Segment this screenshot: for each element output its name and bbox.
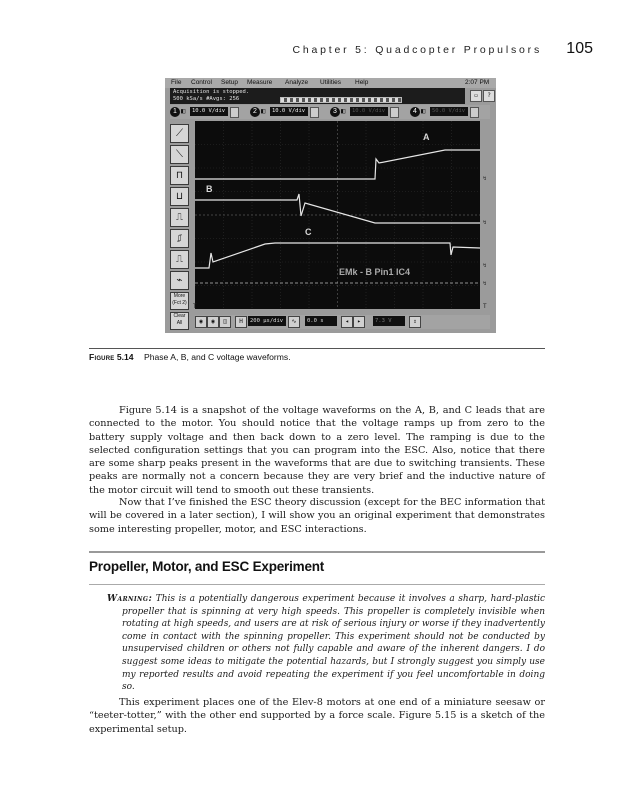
channel-2-badge: 2: [250, 107, 260, 117]
toggle-icon[interactable]: ◧: [181, 107, 186, 115]
trigger-level-value[interactable]: 7.3 V: [373, 316, 405, 326]
clear-all-button[interactable]: Clear All: [170, 312, 189, 330]
section-title: Propeller, Motor, and ESC Experiment: [89, 559, 325, 574]
section-top-rule: [89, 551, 545, 553]
level-spinner-icon[interactable]: ⇕: [409, 316, 421, 328]
paragraph-2: Now that I’ve finished the ESC theory discussion (except for the BEC information that will be covered in a later section), I will show you an original experiment that demonstrates some interesting propeller, motor, and ESC interactions.: [89, 497, 545, 535]
channel-2-spinner-icon[interactable]: [310, 107, 319, 118]
edge-trigger-icon[interactable]: ⟋: [170, 124, 189, 143]
pattern-icon[interactable]: ⎍: [170, 208, 189, 227]
paragraph-3: This experiment places one of the Elev-8 motors at one end of a miniature seesaw or “teeter-totter,” with the other end supported by a force scale. Figure 5.15 is a sketch of the experimental setup.: [89, 697, 545, 735]
single-icon[interactable]: ◫: [219, 316, 231, 328]
timebase-row: [195, 315, 490, 329]
chapter-title: Chapter 5: Quadcopter Propulsors: [292, 44, 542, 56]
scope-clock: 2:07 PM: [465, 79, 490, 86]
acquisition-progress: [280, 97, 402, 103]
transition-icon[interactable]: ⎍: [170, 250, 189, 269]
channel-4-scale[interactable]: 50.0 V/div: [430, 107, 468, 116]
menu-setup[interactable]: Setup: [221, 79, 238, 86]
prev-icon[interactable]: ◂: [341, 316, 353, 328]
marker-channel-2: ↯: [483, 220, 487, 226]
menu-control[interactable]: Control: [191, 79, 212, 86]
figure-caption: [89, 352, 545, 362]
trace-label-a: A: [423, 132, 430, 142]
trace-label-c: C: [305, 227, 312, 237]
more-button[interactable]: More (Fct 2): [170, 292, 189, 310]
oscilloscope-screenshot: [165, 78, 496, 333]
channel-4-badge: 4: [410, 107, 420, 117]
channel-1-scale[interactable]: 10.0 V/div: [190, 107, 228, 116]
channel-1-badge: 1: [170, 107, 180, 117]
page-number: 105: [566, 40, 593, 57]
channel-4-spinner-icon[interactable]: [470, 107, 479, 118]
menu-utilities[interactable]: Utilities: [320, 79, 341, 86]
trace-note-label: EMk - B Pin1 IC4: [339, 267, 411, 277]
waveform-svg: [195, 121, 480, 309]
figure-number: 5.14: [116, 352, 134, 362]
caption-rule: [89, 348, 545, 349]
figure-caption-text: Phase A, B, and C voltage waveforms.: [143, 352, 291, 362]
figure-label: Figure: [89, 352, 115, 362]
menu-analyze[interactable]: Analyze: [285, 79, 309, 86]
trigger-slope-icon[interactable]: ∿: [288, 316, 300, 328]
glitch-icon[interactable]: ⊔: [170, 187, 189, 206]
channel-row: [170, 105, 490, 119]
menu-help[interactable]: Help: [355, 79, 369, 86]
graticule-center: [195, 121, 480, 309]
state-icon[interactable]: ⎎: [170, 229, 189, 248]
help-icon[interactable]: ?: [483, 90, 495, 102]
sample-rate-text: 500 kSa/s #Avgs: 256: [173, 96, 240, 102]
paragraph-1: Figure 5.14 is a snapshot of the voltage waveforms on the A, B, and C leads that are connected to the motor. You should notice that the voltage ramps up from zero to the battery supply voltage and then back down to a zero level. The ramping is due to the selected configuration settings that you can program into the ESC. Also, notice that there are some sharp peaks present in the waveforms that are due to switching transients. These peaks are normally not a concern because they are very brief and the inductive nature of the motor circuit will tend to smooth out these transients.: [89, 405, 545, 496]
scope-menu-bar: [165, 78, 496, 88]
channel-3-badge: 3: [330, 107, 340, 117]
delay-value[interactable]: 0.0 s: [305, 316, 337, 326]
toggle-icon[interactable]: ◧: [421, 107, 426, 115]
run-icon[interactable]: ◉: [195, 316, 207, 328]
falling-edge-icon[interactable]: ⟍: [170, 145, 189, 164]
warning-text: This is a potentially dangerous experiment because it involves a sharp, hard-plastic propeller that is spinning at very high speeds. This propeller is completely invisible when rotating at high speeds, and users are at risk of serious injury or worse if they inadvertently come in contact with the spinning propeller. This experiment should not be conducted by unsupervised children or others not fully capable and aware of the inherent dangers. I do suggest some ideas to mitigate the potential hazards, but I strongly suggest you simply use my reported results and avoid repeating the experiment if you feel uncomfortable in doing so.: [122, 594, 545, 693]
channel-1-spinner-icon[interactable]: [230, 107, 239, 118]
marker-channel-1: ↯: [483, 176, 487, 182]
trigger-toolbar: [170, 124, 189, 324]
pulse-width-icon[interactable]: ⊓: [170, 166, 189, 185]
waveform-display: [195, 121, 480, 309]
running-head: [0, 40, 634, 60]
ground-marker: T: [193, 303, 197, 310]
trace-label-b: B: [206, 184, 213, 194]
channel-3-spinner-icon[interactable]: [390, 107, 399, 118]
marker-channel-4: ↯: [483, 281, 487, 287]
menu-measure[interactable]: Measure: [247, 79, 273, 86]
warning-label: Warning:: [107, 594, 153, 604]
marker-channel-3: ↯: [483, 263, 487, 269]
warning-note: [107, 593, 545, 694]
ground-marker-right: T: [483, 303, 487, 310]
stop-icon[interactable]: ◉: [207, 316, 219, 328]
status-text: Acquisition is stopped.: [173, 89, 250, 95]
acquisition-status: [170, 88, 465, 104]
channel-3-scale[interactable]: 10.0 V/div: [350, 107, 388, 116]
toggle-icon[interactable]: ◧: [261, 107, 266, 115]
toggle-icon[interactable]: ◧: [341, 107, 346, 115]
menu-file[interactable]: File: [171, 79, 182, 86]
tv-trigger-icon[interactable]: ⌁: [170, 271, 189, 290]
section-bottom-rule: [89, 584, 545, 585]
timebase-value[interactable]: 200 µs/div: [248, 316, 286, 326]
next-icon[interactable]: ▸: [353, 316, 365, 328]
channel-markers: [483, 121, 493, 309]
horizontal-icon[interactable]: H: [235, 316, 247, 328]
channel-2-scale[interactable]: 10.0 V/div: [270, 107, 308, 116]
window-icon[interactable]: ▭: [470, 90, 482, 102]
